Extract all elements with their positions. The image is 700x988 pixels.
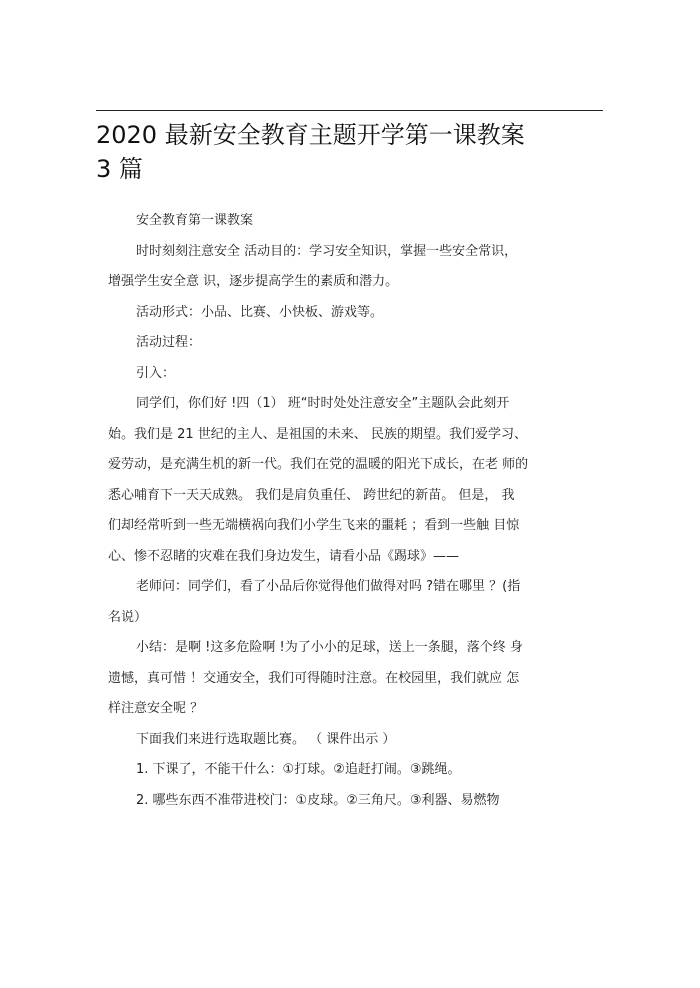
paragraph: [108, 725, 596, 756]
paragraph-line: 爱劳动，是充满生机的新一代。我们在党的温暖的阳光下成长，在老 师的: [108, 457, 529, 472]
paragraph-line: 活动过程：: [136, 335, 202, 350]
paragraph-line: 1. 下课了，不能干什么：①打球。②追赶打闹。③跳绳。: [136, 762, 461, 777]
paragraph-line: 2. 哪些东西不准带进校门：①皮球。②三角尺。③利器、易燃物: [136, 792, 500, 808]
paragraph-line: 遗憾，真可惜 ！交通安全，我们可得随时注意。在校园里，我们就应 怎: [108, 670, 520, 686]
paragraph-line: 们却经常听到一些无端横祸向我们小学生飞来的噩耗 ；看到一些触 目惊: [108, 518, 520, 533]
paragraph: [108, 237, 596, 298]
paragraph: [108, 572, 596, 633]
paragraph: [108, 206, 596, 237]
paragraph-line: 引入：: [136, 365, 176, 381]
header-rule: [96, 110, 603, 111]
paragraph-line: 同学们，你们好 !四（1） 班“时时处处注意安全”主题队会此刻开: [136, 396, 510, 411]
paragraph-line: 名说）: [108, 609, 148, 625]
paragraph: [108, 389, 596, 572]
paragraph: [108, 359, 596, 390]
title-line-1: 2020 最新安全教育主题开学第一课教案: [96, 121, 525, 149]
paragraph-line: 心、惨不忍睹的灾难在我们身边发生，请看小品《踢球》——: [108, 548, 460, 564]
paragraph: [108, 298, 596, 329]
paragraph-line: 始。我们是 21 世纪的主人、是祖国的未来、 民族的期望。我们爱学习、: [108, 426, 527, 442]
paragraph: [108, 755, 596, 786]
paragraph-line: 安全教育第一课教案: [136, 213, 254, 228]
paragraph: [108, 633, 596, 725]
paragraph-line: 活动形式：小品、比赛、小快板、游戏等。: [136, 304, 384, 320]
paragraph-line: 悉心哺育下一天天成熟。 我们是肩负重任、 跨世纪的新苗。 但是， 我: [108, 487, 515, 503]
paragraph: [108, 328, 596, 359]
paragraph-line: 老师问：同学们，看了小品后你觉得他们做得对吗 ?错在哪里 ？(指: [136, 579, 521, 594]
document-body: [108, 206, 596, 816]
paragraph-line: 样注意安全呢 ？: [108, 701, 204, 716]
paragraph-line: 增强学生安全意 识，逐步提高学生的素质和潜力。: [108, 274, 399, 289]
title-line-2: 3 篇: [96, 155, 143, 183]
paragraph-line: 时时刻刻注意安全 活动目的：学习安全知识，掌握一些安全常识，: [136, 243, 518, 259]
paragraph-line: 小结：是啊 !这多危险啊 !为了小小的足球，送上一条腿，落个终 身: [136, 640, 523, 655]
paragraph: [108, 786, 596, 817]
paragraph-line: 下面我们来进行选取题比赛。 （ 课件出示 ）: [136, 731, 396, 747]
document-title: [96, 118, 606, 186]
